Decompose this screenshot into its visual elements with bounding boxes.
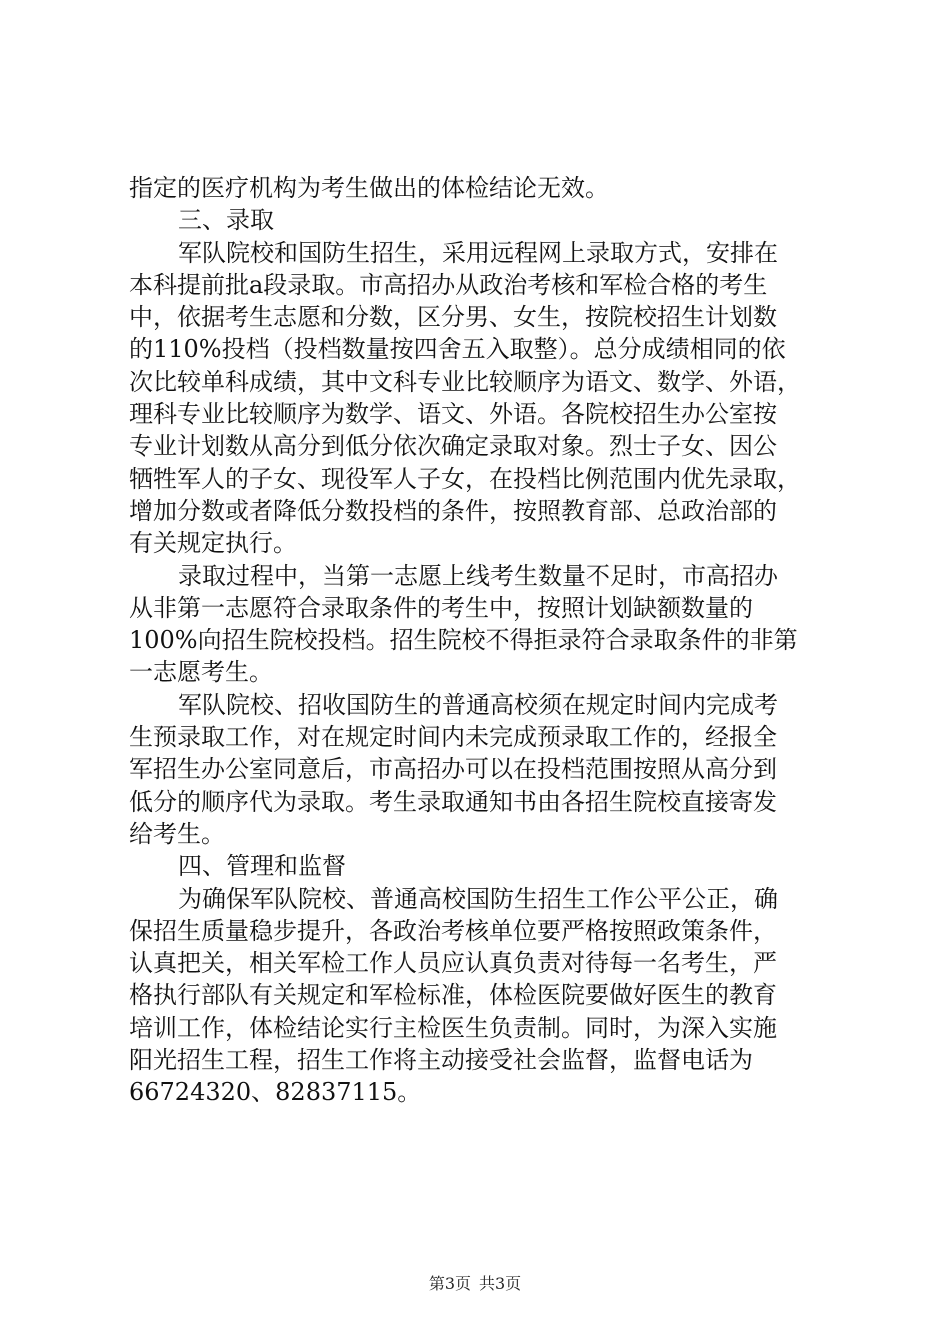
page-number: 第3页: [428, 1274, 471, 1293]
page-footer: [0, 1274, 950, 1294]
text-line: 有关规定执行。: [129, 529, 297, 558]
page-total: 共3页: [479, 1274, 522, 1293]
text-line: 本科提前批a段录取。市高招办从政治考核和军检合格的考生: [129, 270, 768, 299]
text-line: 的110%投档（投档数量按四舍五入取整）。总分成绩相同的依: [129, 335, 786, 364]
section-heading-admission: 三、录取: [178, 206, 274, 235]
text-line: 指定的医疗机构为考生做出的体检结论无效。: [129, 174, 609, 202]
text-line: 军招生办公室同意后，市高招办可以在投档范围按照从高分到: [129, 755, 777, 784]
text-line: 66724320、82837115。: [129, 1078, 422, 1107]
text-line: 军队院校、招收国防生的普通高校须在规定时间内完成考: [178, 690, 778, 719]
text-line: 军队院校和国防生招生，采用远程网上录取方式，安排在: [178, 238, 778, 267]
text-line: 保招生质量稳步提升，各政治考核单位要严格按照政策条件，: [129, 916, 777, 945]
text-line: 一志愿考生。: [129, 658, 273, 687]
text-line: 给考生。: [129, 819, 225, 848]
document-body: [129, 172, 833, 1109]
section-heading-supervision: 四、管理和监督: [178, 852, 346, 881]
text-line: 格执行部队有关规定和军检标准，体检医院要做好医生的教育: [129, 981, 777, 1010]
text-line: 从非第一志愿符合录取条件的考生中，按照计划缺额数量的: [129, 593, 753, 622]
text-line: 专业计划数从高分到低分依次确定录取对象。烈士子女、因公: [129, 432, 777, 461]
text-line: 100%向招生院校投档。招生院校不得拒录符合录取条件的非第: [129, 626, 798, 655]
text-line: 阳光招生工程，招生工作将主动接受社会监督，监督电话为: [129, 1046, 753, 1075]
text-line: 牺牲军人的子女、现役军人子女，在投档比例范围内优先录取，: [129, 464, 801, 493]
text-line: 增加分数或者降低分数投档的条件，按照教育部、总政治部的: [129, 496, 777, 525]
text-line: 次比较单科成绩，其中文科专业比较顺序为语文、数学、外语，: [129, 367, 801, 396]
text-line: 认真把关，相关军检工作人员应认真负责对待每一名考生，严: [129, 949, 777, 978]
text-line: 生预录取工作，对在规定时间内未完成预录取工作的，经报全: [129, 723, 777, 752]
text-line: 理科专业比较顺序为数学、语文、外语。各院校招生办公室按: [129, 400, 777, 429]
text-line: 低分的顺序代为录取。考生录取通知书由各招生院校直接寄发: [129, 787, 777, 816]
text-line: 录取过程中，当第一志愿上线考生数量不足时，市高招办: [178, 561, 778, 590]
text-line: 培训工作，体检结论实行主检医生负责制。同时，为深入实施: [129, 1013, 777, 1042]
text-line: 为确保军队院校、普通高校国防生招生工作公平公正，确: [178, 884, 778, 913]
text-line: 中，依据考生志愿和分数，区分男、女生，按院校招生计划数: [129, 303, 777, 332]
